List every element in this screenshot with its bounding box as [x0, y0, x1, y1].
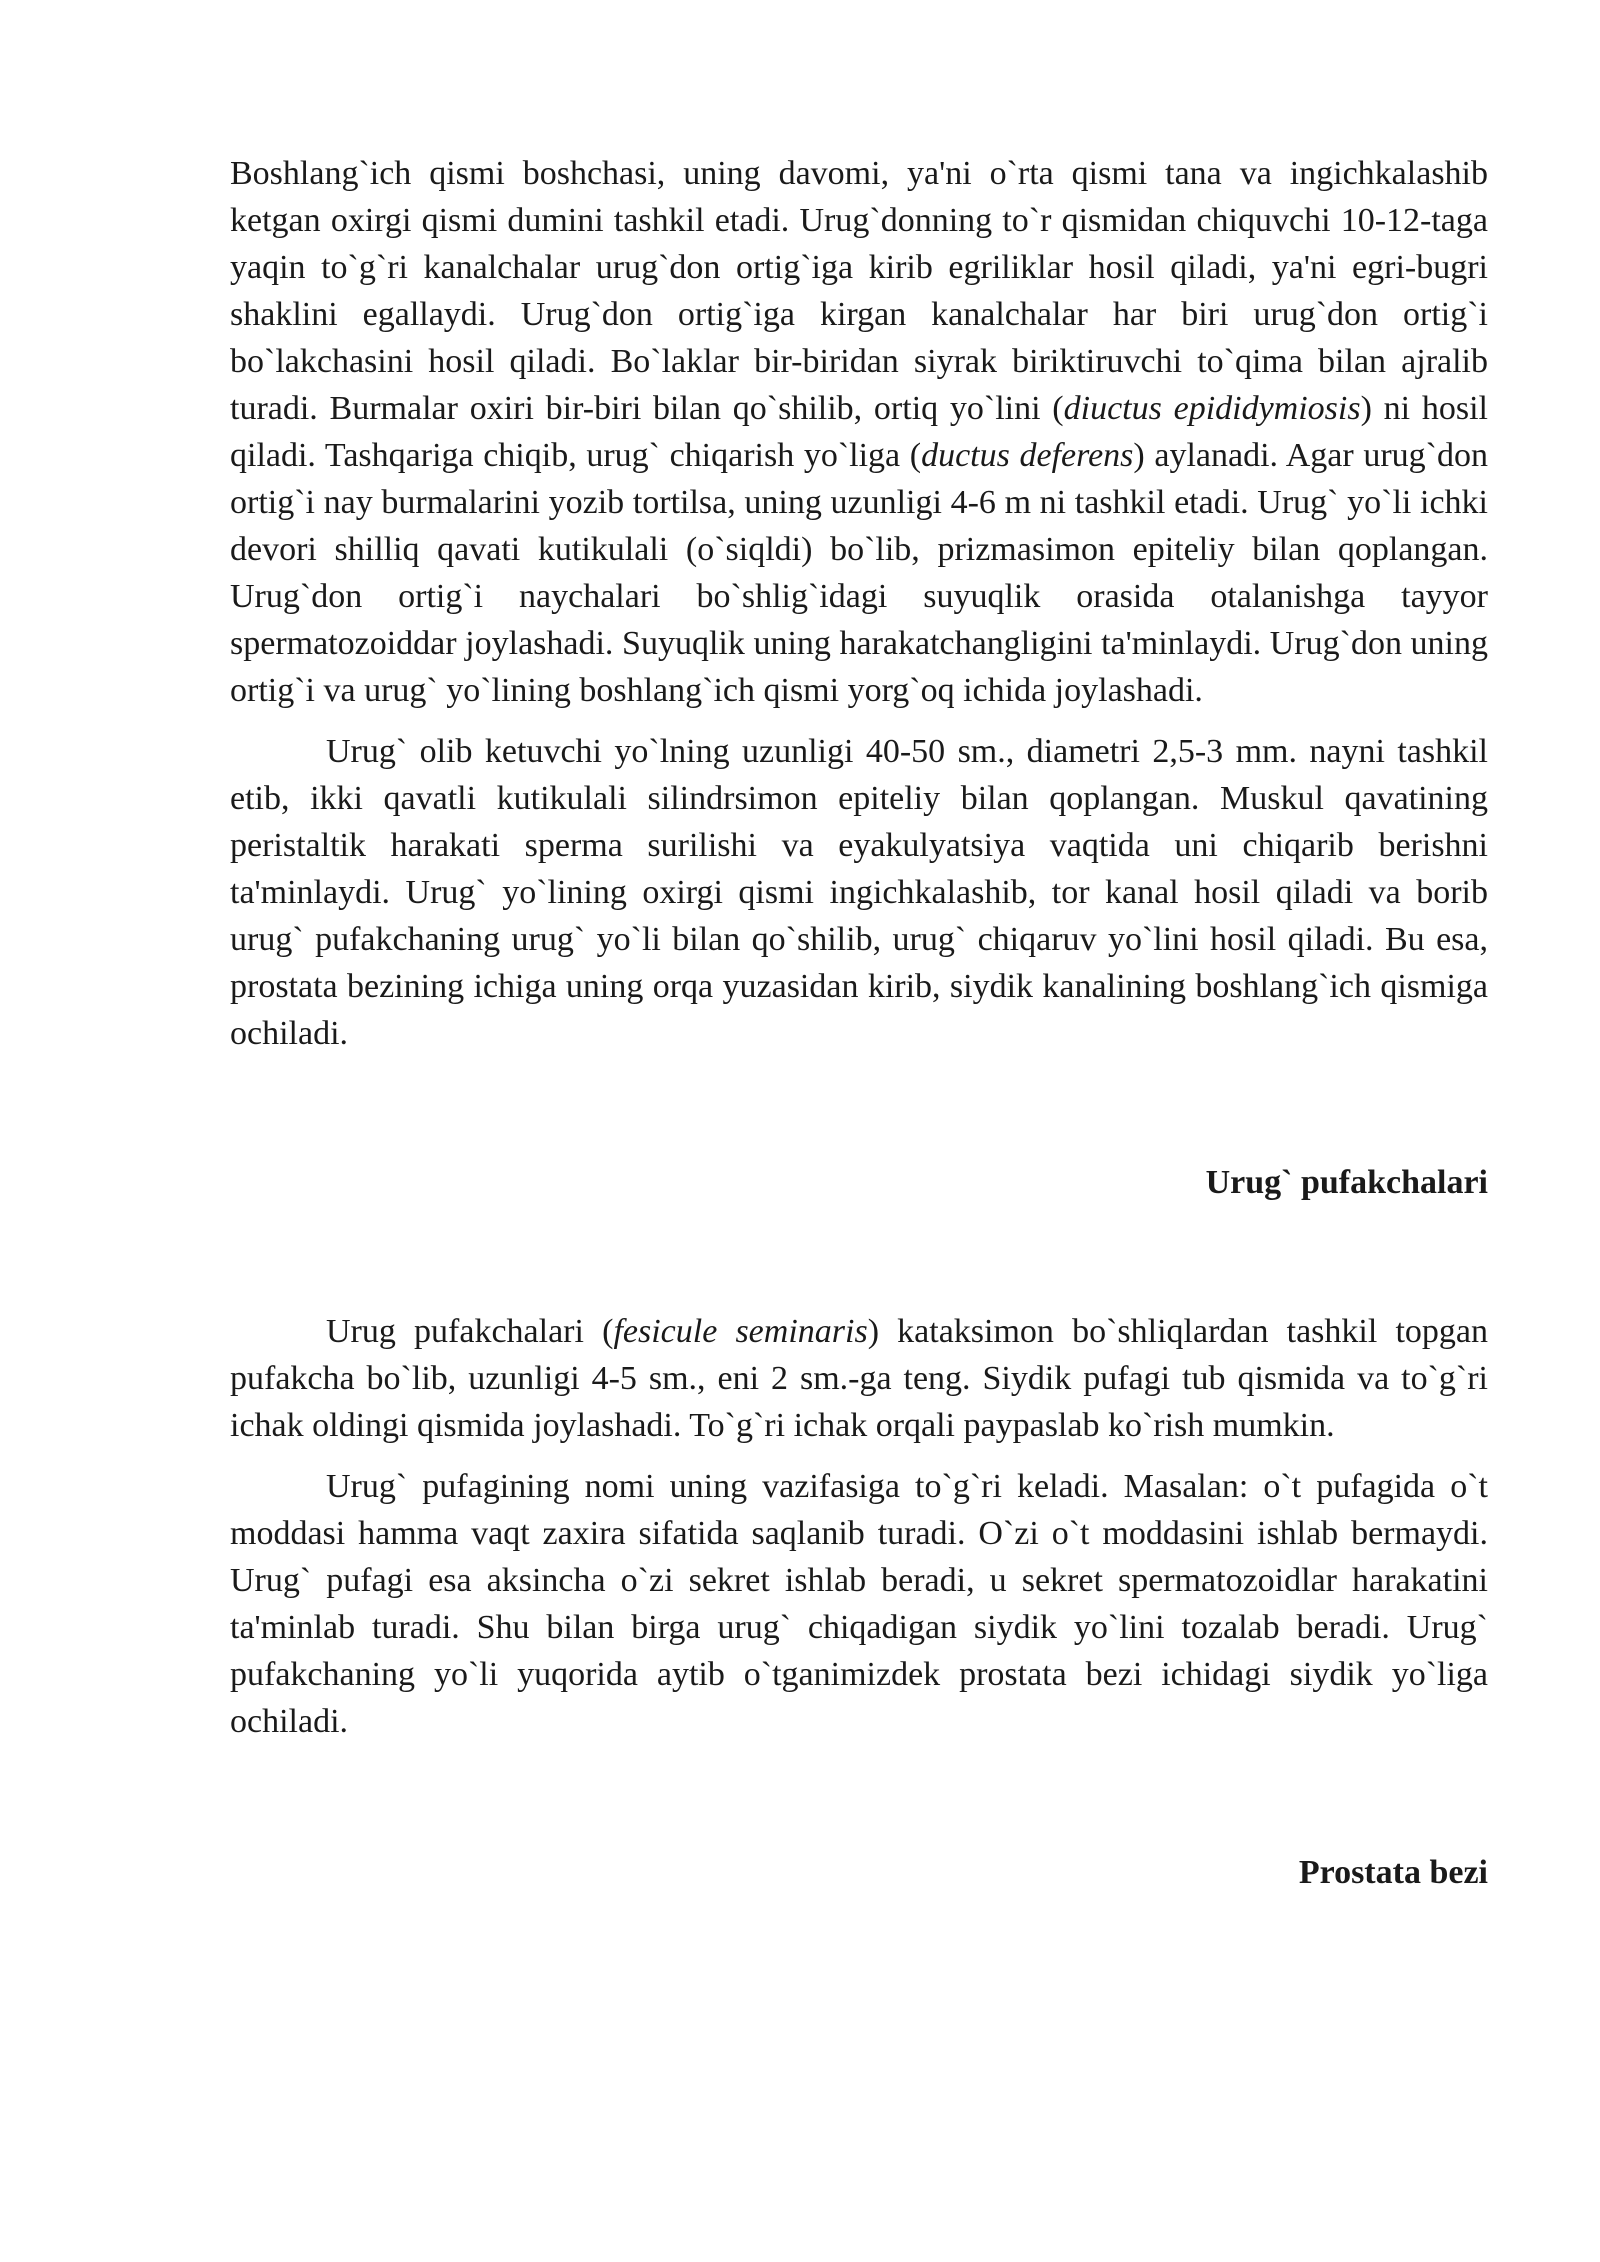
- latin-term: diuctus epididymiosis: [1063, 390, 1361, 427]
- paragraph-text: Boshlang`ich qismi boshchasi, uning davomi, ya'ni o`rta qismi tana va ingichkalashib ketgan oxirgi qismi dumini tashkil etadi. Urug`donning to`r qismidan chiquvchi 10-12-taga yaqin to`g`ri kanalchalar urug`don ortig`iga kirib egriliklar hosil qiladi, ya'ni egri-bugri shaklini egallaydi. Urug`don ortig`iga kirgan kanalchalar har biri urug`don ortig`i bo`lakchasini hosil qiladi. Bo`laklar bir-biridan siyrak biriktiruvchi to`qima bilan ajralib turadi. Burmalar oxiri bir-biri bilan qo`shilib, ortiq yo`lini (: [230, 155, 1488, 427]
- paragraph-text: ) kataksimon bo`shliqlardan tashkil topgan pufakcha bo`lib, uzunligi 4-5 sm., eni 2 sm.-ga teng. Siydik pufagi tub qismida va to`g`ri ichak oldingi qismida joylashadi. To`g`ri ichak orqali paypaslab ko`rish mumkin.: [230, 1313, 1489, 1444]
- section-heading-seminal-vesicles: Urug` pufakchalari: [1205, 1164, 1488, 1201]
- paragraph-seminal-vesicles: [230, 1308, 1488, 1449]
- paragraph-text: ) ni hosil qiladi. Tashqariga chiqib, urug` chiqarish yo`liga (: [230, 390, 1488, 474]
- paragraph-epididymis: [230, 150, 1488, 714]
- paragraph-vas-deferens: Urug` olib ketuvchi yo`lning uzunligi 40-50 sm., diametri 2,5-3 mm. nayni tashkil etib, ikki qavatli kutikulali silindrsimon epiteliy bilan qoplangan. Muskul qavatining peristaltik harakati sperma surilishi va eyakulyatsiya vaqtida uni chiqarib berishni ta'minlaydi. Urug` yo`lining oxirgi qismi ingichkalashib, tor kanal hosil qiladi va borib urug` pufakchaning urug` yo`li bilan qo`shilib, urug` chiqaruv yo`lini hosil qiladi. Bu esa, prostata bezining ichiga uning orqa yuzasidan kirib, siydik kanalining boshlang`ich qismiga ochiladi.: [230, 733, 1488, 1052]
- latin-term: ductus deferens: [921, 437, 1134, 474]
- paragraph-text: ) aylanadi. Agar urug`don ortig`i nay burmalarini yozib tortilsa, uning uzunligi 4-6 m ni tashkil etadi. Urug` yo`li ichki devori shilliq qavati kutikulali (o`siqldi) bo`lib, prizmasimon epiteliy bilan qoplangan. Urug`don ortig`i naychalari bo`shlig`idagi suyuqlik orasida otalanishga tayyor spermatozoiddar joylashadi. Suyuqlik uning harakatchangligini ta'minlaydi. Urug`don uning ortig`i va urug` yo`lining boshlang`ich qismi yorg`oq ichida joylashadi.: [230, 437, 1488, 709]
- document-page: [230, 150, 1488, 1896]
- section-heading-prostate: Prostata bezi: [1298, 1854, 1488, 1891]
- latin-term: fesicule seminaris: [613, 1313, 868, 1350]
- paragraph-vesicle-function: Urug` pufagining nomi uning vazifasiga to`g`ri keladi. Masalan: o`t pufagida o`t moddasi hamma vaqt zaxira sifatida saqlanib turadi. O`zi o`t moddasini ishlab bermaydi. Urug` pufagi esa aksincha o`zi sekret ishlab beradi, u sekret spermatozoidlar harakatini ta'minlab turadi. Shu bilan birga urug` chiqadigan siydik yo`lini tozalab beradi. Urug` pufakchaning yo`li yuqorida aytib o`tganimizdek prostata bezi ichidagi siydik yo`liga ochiladi.: [230, 1468, 1488, 1740]
- paragraph-text: Urug pufakchalari (: [326, 1313, 614, 1350]
